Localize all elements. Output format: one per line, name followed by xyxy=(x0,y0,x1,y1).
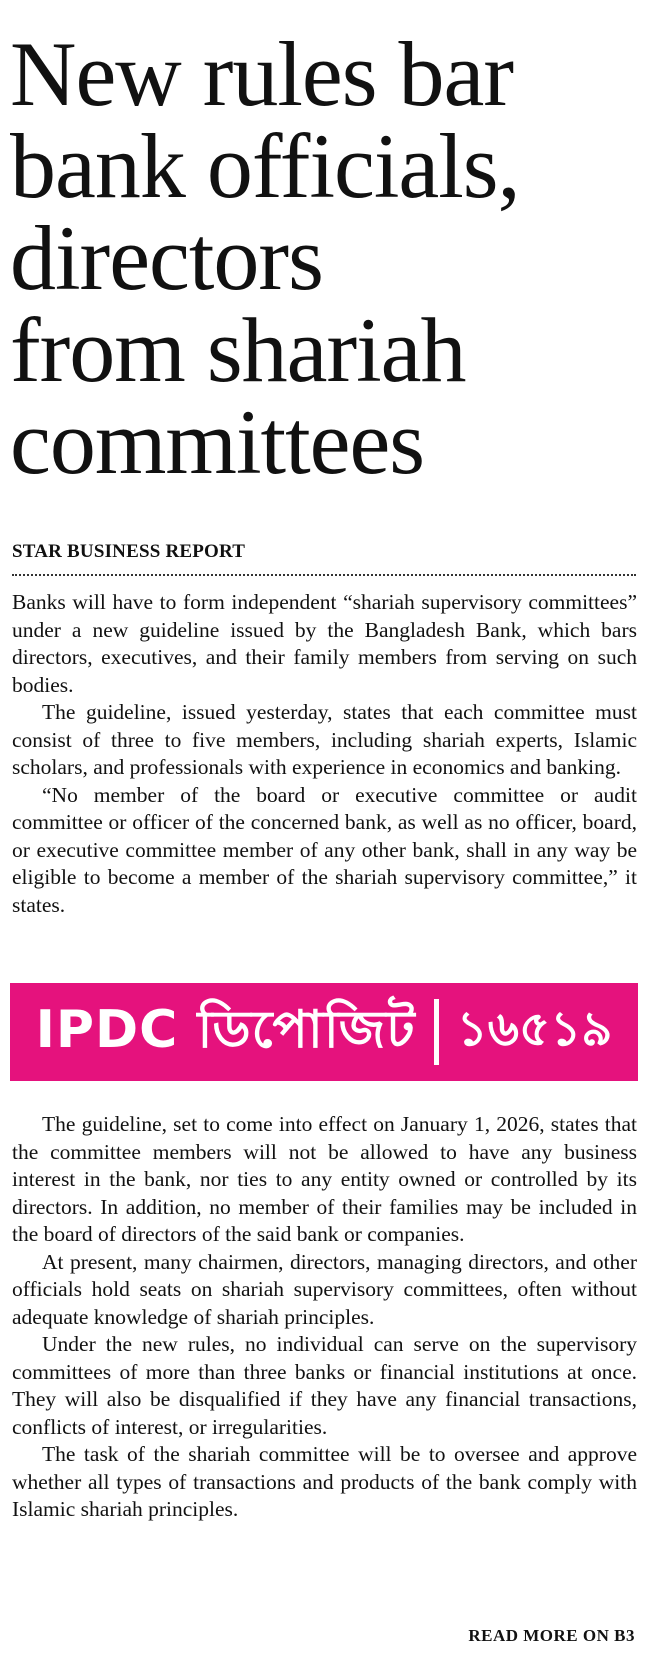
paragraph: Under the new rules, no individual can serve on the supervisory committees of more than three banks or financial institutions at once. They will also be disqualified if they have any financial transactions, conflicts of interest, or irregularities. xyxy=(12,1332,637,1439)
read-more-link[interactable]: READ MORE ON B3 xyxy=(468,1626,635,1645)
ad-brand: IPDC ডিপোজিট xyxy=(35,999,416,1060)
headline-line: bank officials, xyxy=(10,115,520,217)
paragraph: The task of the shariah committee will be to oversee and approve whether all types of transactions and products of the bank comply with Islamic shariah principles. xyxy=(12,1442,637,1521)
paragraph: The guideline, issued yesterday, states that each committee must consist of three to five members, including shariah experts, Islamic scholars, and professionals with experience in economics and banking. xyxy=(12,700,637,779)
headline-line: New rules bar xyxy=(10,23,514,125)
article-body-top xyxy=(12,589,637,919)
ad-hotline-number: ১৬৫১৯ xyxy=(456,1000,613,1057)
byline: STAR BUSINESS REPORT xyxy=(12,541,246,562)
headline-line: committees xyxy=(10,391,425,493)
paragraph: Banks will have to form independent “shariah supervisory committees” under a new guideline issued by the Bangladesh Bank, which bars directors, executives, and their family members from serving on such bodies. xyxy=(12,590,637,697)
headline-line: directors xyxy=(10,207,323,309)
ad-separator xyxy=(434,999,439,1065)
dotted-divider xyxy=(12,574,636,576)
paragraph: The guideline, set to come into effect on January 1, 2026, states that the committee members will not be allowed to have any business interest in the bank, nor ties to any entity owned or controlled by its directors. In addition, no member of their families may be included in the board of directors of the said bank or companies. xyxy=(12,1112,637,1246)
paragraph: At present, many chairmen, directors, managing directors, and other officials hold seats on shariah supervisory committees, often without adequate knowledge of shariah principles. xyxy=(12,1249,637,1329)
headline-line: from shariah xyxy=(10,299,466,401)
headline xyxy=(10,23,640,493)
ipdc-advertisement[interactable] xyxy=(10,983,638,1081)
article-body-bottom xyxy=(12,1111,637,1524)
paragraph: “No member of the board or executive committee or audit committee or officer of the concerned bank, as well as no officer, board, or executive committee member of any other bank, shall in any way be eligible to become a member of the shariah supervisory committee,” it states. xyxy=(12,782,637,917)
